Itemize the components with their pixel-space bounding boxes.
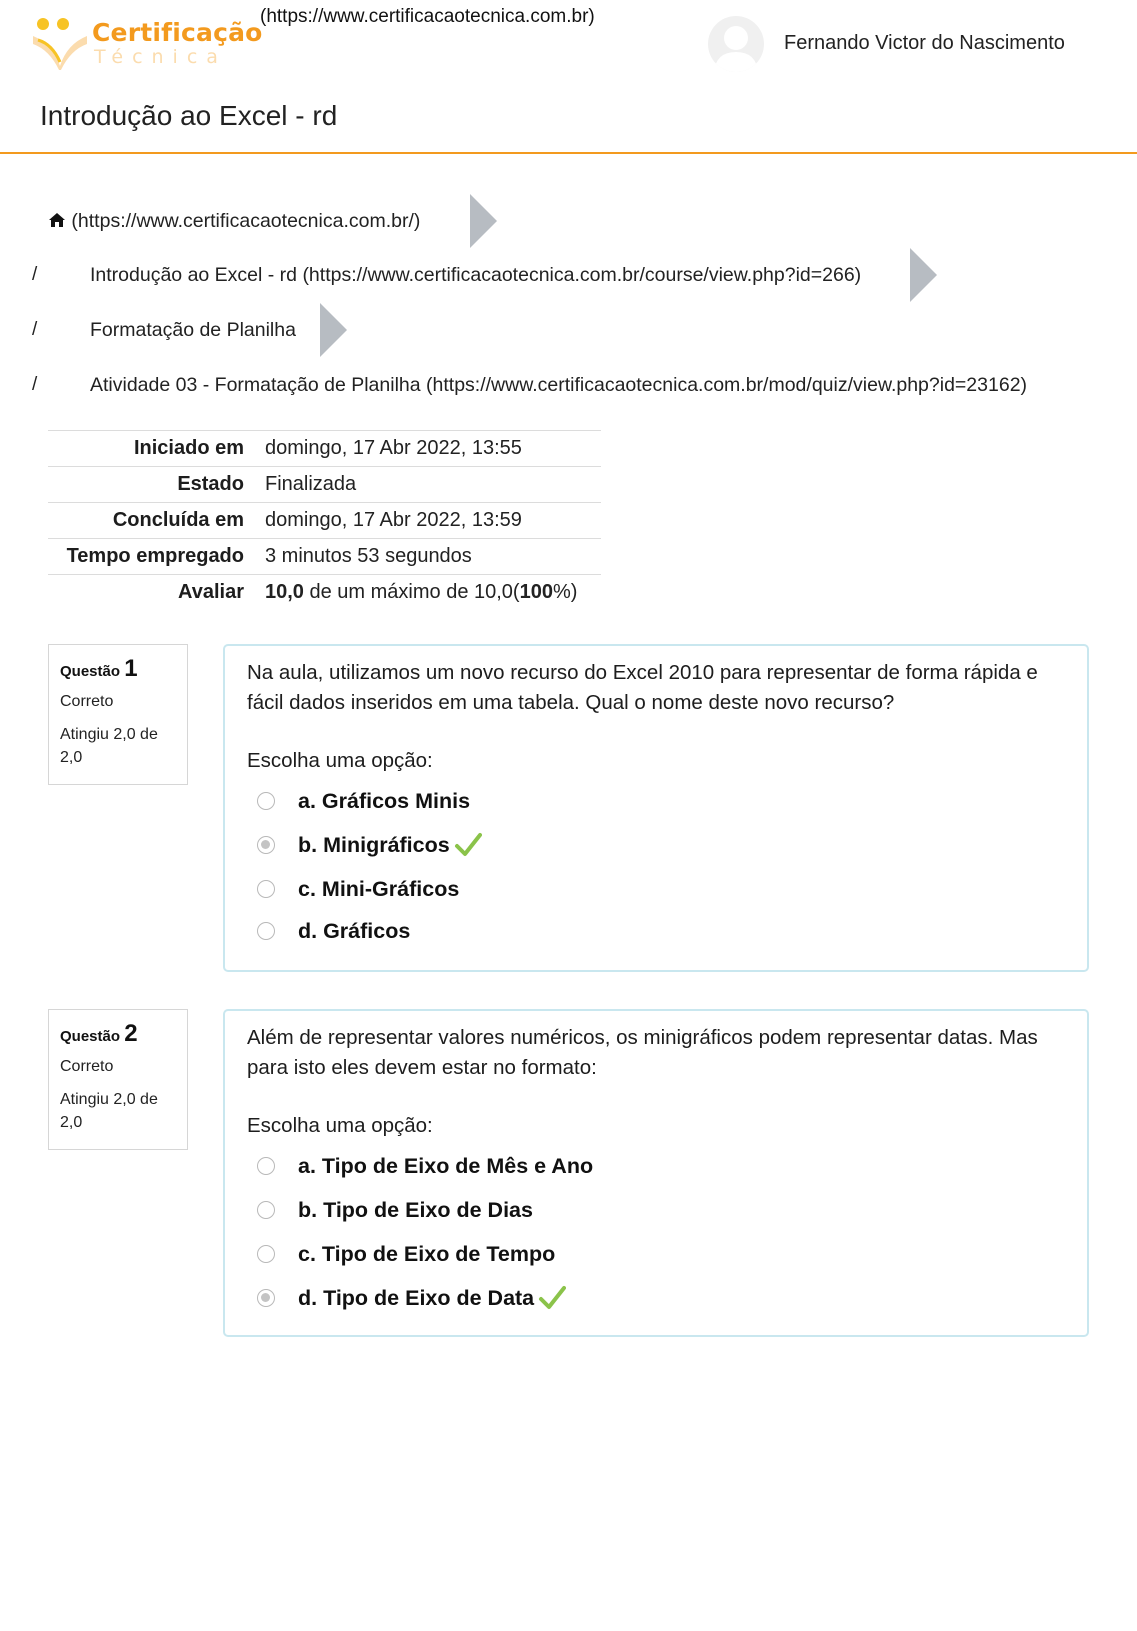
summary-value: 3 minutos 53 segundos	[265, 539, 601, 575]
summary-label: Concluída em	[48, 503, 265, 539]
header-divider	[0, 152, 1137, 154]
breadcrumb-arrow-icon	[910, 248, 937, 302]
answer-option[interactable]	[257, 1195, 533, 1225]
answer-option[interactable]	[257, 874, 459, 904]
page-title: Introdução ao Excel - rd	[40, 100, 338, 131]
question-number	[60, 655, 176, 683]
breadcrumb-separator: /	[32, 374, 38, 395]
user-avatar[interactable]	[708, 16, 764, 72]
grade-end: %)	[552, 581, 578, 603]
summary-label: Avaliar	[48, 575, 265, 611]
question-grade: Atingiu 2,0 de 2,0	[60, 1091, 158, 1131]
summary-row	[48, 467, 601, 503]
answer-option-label: c. Tipo de Eixo de Tempo	[298, 1241, 556, 1266]
summary-value: domingo, 17 Abr 2022, 13:59	[265, 503, 601, 539]
breadcrumb-separator: /	[32, 319, 38, 340]
grade-mid: de um máximo de 10,0(	[303, 581, 520, 603]
question-grade: Atingiu 2,0 de 2,0	[60, 726, 158, 766]
grade-percent: 100	[519, 581, 553, 603]
summary-grade-value	[265, 575, 601, 611]
breadcrumb-section[interactable]: Formatação de Planilha	[90, 319, 296, 341]
answer-option[interactable]	[257, 786, 470, 816]
question-state: Correto	[60, 693, 114, 710]
summary-row	[48, 539, 601, 575]
answer-option-selected[interactable]	[257, 1283, 566, 1313]
site-logo[interactable]	[30, 12, 263, 72]
question-content-1	[223, 644, 1089, 972]
grade-score: 10,0	[265, 581, 304, 603]
question-state: Correto	[60, 1058, 114, 1075]
breadcrumb-course[interactable]: Introdução ao Excel - rd (https://www.certificacaotecnica.com.br/course/view.php?id=266)	[90, 264, 862, 286]
question-info-1	[48, 644, 188, 785]
question-content-2	[223, 1009, 1089, 1337]
summary-value: Finalizada	[265, 467, 601, 503]
logo-text: Certificação	[92, 18, 263, 47]
answer-option-label: a. Tipo de Eixo de Mês e Ano	[298, 1153, 594, 1178]
answer-radio[interactable]	[257, 1201, 275, 1219]
question-text: Além de representar valores numéricos, os minigráficos podem representar datas. Mas para isto eles devem estar no formato:	[247, 1026, 1038, 1079]
answer-option-selected[interactable]	[257, 830, 482, 860]
answer-radio[interactable]	[257, 922, 275, 940]
correct-check-icon	[538, 1284, 566, 1312]
summary-row	[48, 575, 601, 611]
summary-label: Iniciado em	[48, 431, 265, 467]
answer-option[interactable]	[257, 1151, 593, 1181]
answer-option[interactable]	[257, 1239, 555, 1269]
question-number-value: 1	[124, 655, 138, 682]
question-label: Questão	[60, 1028, 121, 1045]
answer-option-label: b. Minigráficos	[298, 832, 450, 857]
summary-row	[48, 431, 601, 467]
question-number-value: 2	[124, 1020, 138, 1047]
question-text: Na aula, utilizamos um novo recurso do Excel 2010 para representar de forma rápida e fácil dados inseridos em uma tabela. Qual o nome deste novo recurso?	[247, 661, 1038, 714]
correct-check-icon	[454, 831, 482, 859]
breadcrumb-activity[interactable]: Atividade 03 - Formatação de Planilha (https://www.certificacaotecnica.com.br/mod/quiz/view.php?id=23162)	[90, 374, 1028, 396]
breadcrumb-home-url: (https://www.certificacaotecnica.com.br/)	[71, 210, 421, 232]
answer-radio[interactable]	[257, 1289, 275, 1307]
answer-option-label: d. Tipo de Eixo de Data	[298, 1285, 535, 1310]
answer-option-label: d. Gráficos	[298, 918, 411, 943]
summary-row	[48, 503, 601, 539]
logo-subtext: Técnica	[94, 46, 227, 68]
answer-prompt: Escolha uma opção:	[247, 749, 433, 772]
answer-option-label: a. Gráficos Minis	[298, 788, 471, 813]
answer-option-label: b. Tipo de Eixo de Dias	[298, 1197, 533, 1222]
answer-option[interactable]	[257, 916, 410, 946]
answer-option-label: c. Mini-Gráficos	[298, 876, 460, 901]
breadcrumb-home[interactable]	[48, 210, 420, 233]
summary-value: domingo, 17 Abr 2022, 13:55	[265, 431, 601, 467]
breadcrumb-separator: /	[32, 264, 38, 285]
logo-link-url[interactable]: (https://www.certificacaotecnica.com.br)	[260, 6, 595, 27]
answer-radio[interactable]	[257, 1245, 275, 1263]
answer-radio[interactable]	[257, 792, 275, 810]
quiz-summary-table	[48, 430, 601, 610]
answer-radio[interactable]	[257, 836, 275, 854]
summary-label: Tempo empregado	[48, 539, 265, 575]
answer-prompt: Escolha uma opção:	[247, 1114, 433, 1137]
summary-label: Estado	[48, 467, 265, 503]
user-icon	[708, 16, 764, 72]
question-info-2	[48, 1009, 188, 1150]
answer-radio[interactable]	[257, 880, 275, 898]
logo-mark-icon	[30, 14, 90, 70]
answer-radio[interactable]	[257, 1157, 275, 1175]
question-number	[60, 1020, 176, 1048]
question-label: Questão	[60, 663, 121, 680]
breadcrumb-arrow-icon	[470, 194, 497, 248]
user-menu-name[interactable]: Fernando Victor do Nascimento	[784, 32, 1065, 54]
home-icon	[48, 212, 66, 228]
breadcrumb-arrow-icon	[320, 303, 347, 357]
